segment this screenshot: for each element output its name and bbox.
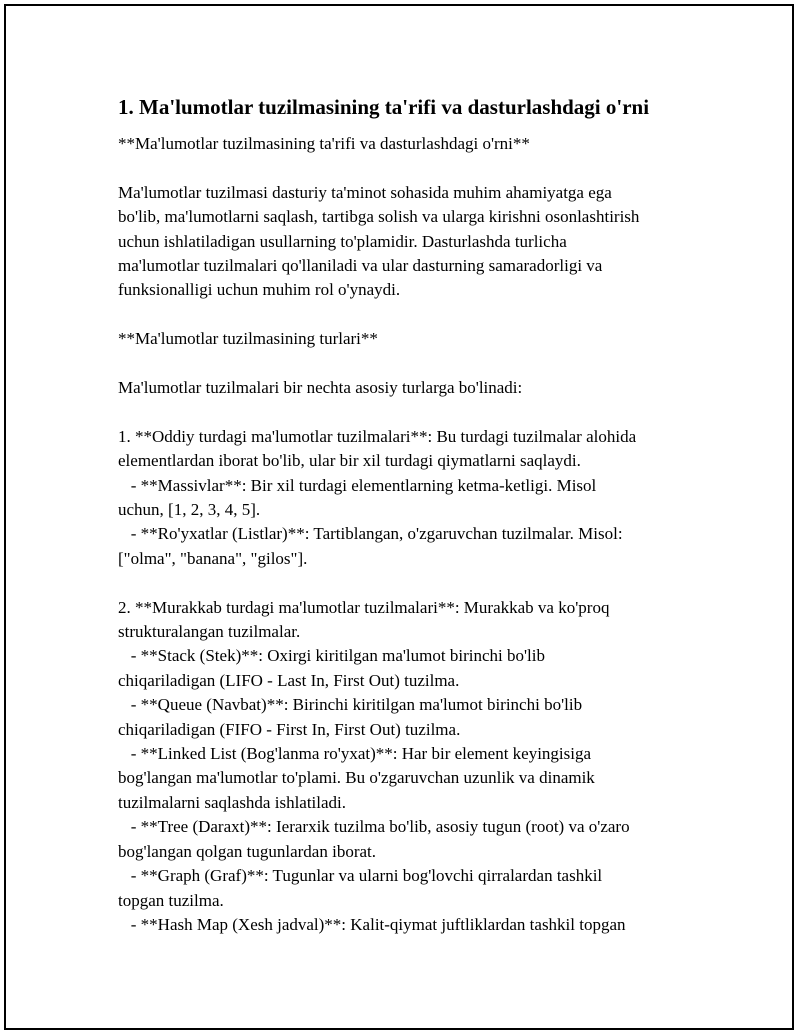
text-line: topgan tuzilma. — [118, 890, 224, 910]
text-line: **Ma'lumotlar tuzilmasining ta'rifi va dasturlashdagi o'rni** — [118, 134, 530, 153]
blank-line — [118, 303, 718, 327]
text-line: - **Tree (Daraxt)**: Ierarxik tuzilma bo'lib, asosiy tugun (root) va o'zaro — [118, 817, 630, 837]
text-line: uchun ishlatiladigan usullarning to'plamidir. Dasturlashda turlicha — [118, 231, 567, 251]
blank-line — [118, 156, 718, 180]
text-line: Ma'lumotlar tuzilmalari bir nechta asosiy turlarga bo'linadi: — [118, 378, 523, 398]
text-line: 1. **Oddiy turdagi ma'lumotlar tuzilmalari**: Bu turdagi tuzilmalar alohida — [118, 426, 637, 446]
text-line: funksionalligi uchun muhim rol o'ynaydi. — [118, 280, 401, 300]
text-line: ["olma", "banana", "gilos"]. — [118, 548, 308, 568]
text-line: 2. **Murakkab turdagi ma'lumotlar tuzilmalari**: Murakkab va ko'proq — [118, 597, 610, 617]
text-line: - **Queue (Navbat)**: Birinchi kiritilgan ma'lumot birinchi bo'lib — [118, 695, 583, 715]
text-line: - **Linked List (Bog'lanma ro'yxat)**: Har bir element keyingisiga — [118, 744, 592, 764]
text-line: bog'langan ma'lumotlar to'plami. Bu o'zgaruvchan uzunlik va dinamik — [118, 768, 595, 788]
text-line: elementlardan iborat bo'lib, ular bir xil turdagi qiymatlarni saqlaydi. — [118, 451, 581, 471]
document-body — [118, 94, 718, 937]
text-line: uchun, [1, 2, 3, 4, 5]. — [118, 500, 261, 520]
text-line: - **Stack (Stek)**: Oxirgi kiritilgan ma'lumot birinchi bo'lib — [118, 646, 545, 666]
document-text — [118, 132, 718, 937]
document-title: 1. Ma'lumotlar tuzilmasining ta'rifi va dasturlashdagi o'rni — [118, 95, 650, 119]
text-line: - **Ro'yxatlar (Listlar)**: Tartiblangan, o'zgaruvchan tuzilmalar. Misol: — [118, 524, 623, 544]
text-line: Ma'lumotlar tuzilmasi dasturiy ta'minot sohasida muhim ahamiyatga ega — [118, 182, 612, 202]
text-line: tuzilmalarni saqlashda ishlatiladi. — [118, 792, 347, 812]
text-line: bog'langan qolgan tugunlardan iborat. — [118, 841, 376, 861]
blank-line — [118, 352, 718, 376]
text-line: chiqariladigan (FIFO - First In, First Out) tuzilma. — [118, 719, 461, 739]
text-line: - **Hash Map (Xesh jadval)**: Kalit-qiymat juftliklardan tashkil topgan — [118, 914, 626, 934]
text-line: - **Massivlar**: Bir xil turdagi elementlarning ketma-ketligi. Misol — [118, 475, 597, 495]
blank-line — [118, 571, 718, 595]
blank-line — [118, 400, 718, 424]
text-line: - **Graph (Graf)**: Tugunlar va ularni bog'lovchi qirralardan tashkil — [118, 866, 603, 886]
text-line: strukturalangan tuzilmalar. — [118, 622, 301, 642]
text-line: bo'lib, ma'lumotlarni saqlash, tartibga solish va ularga kirishni osonlashtirish — [118, 207, 640, 227]
text-line: ma'lumotlar tuzilmalari qo'llaniladi va ular dasturning samaradorligi va — [118, 256, 603, 276]
text-line: chiqariladigan (LIFO - Last In, First Out) tuzilma. — [118, 670, 460, 690]
text-line: **Ma'lumotlar tuzilmasining turlari** — [118, 329, 378, 349]
